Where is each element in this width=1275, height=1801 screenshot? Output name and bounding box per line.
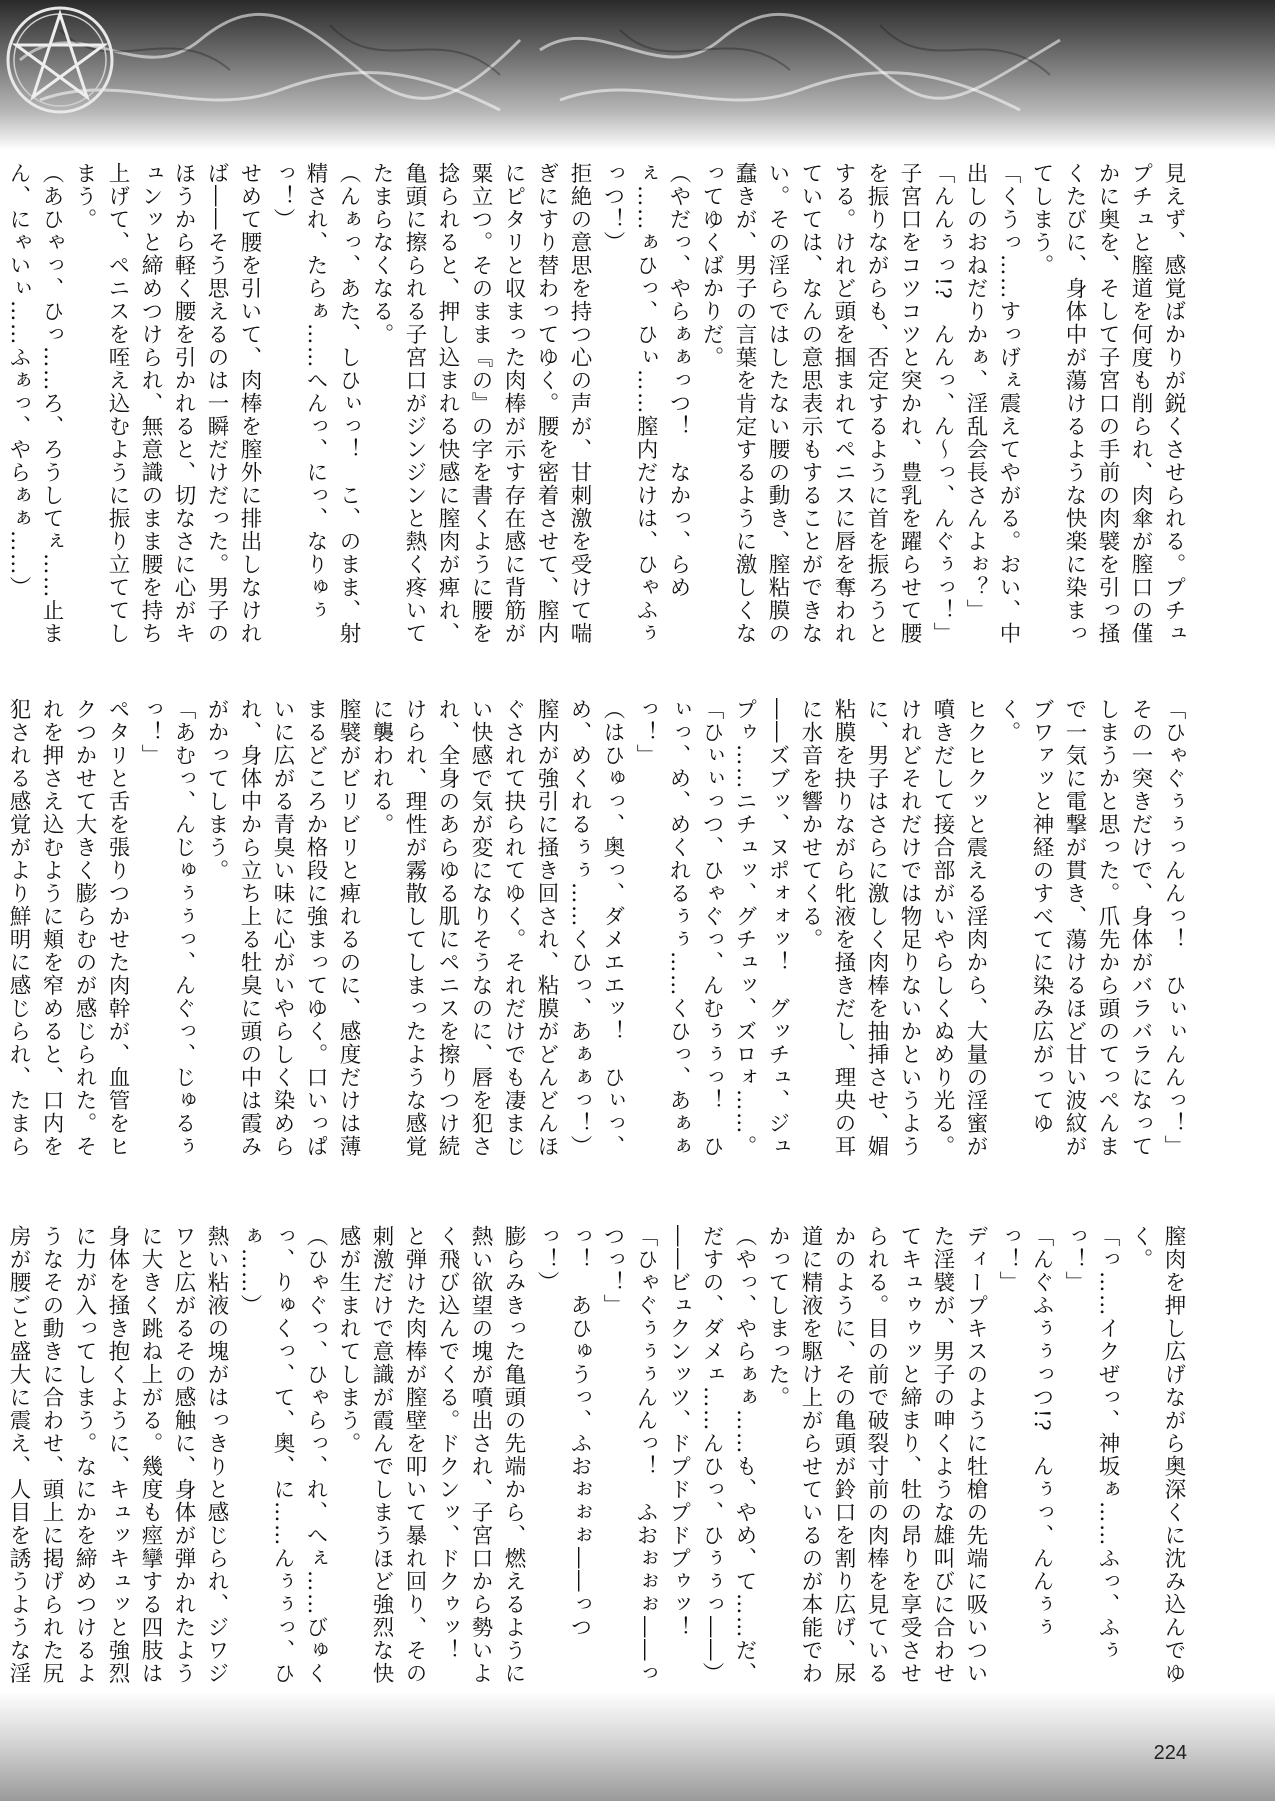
paragraph: 見えず、感覚ばかりが鋭くさせられる。プチュプチュと膣道を何度も削られ、肉傘が膣口の僅かに奥を、そして子宮口の手前の肉襞を引っ掻くたびに、身体中が蕩けるような快楽に染まってしまう。 bbox=[1029, 162, 1186, 645]
paragraph: （ひゃぐっ、ひゃらっ、れ、へぇ……びゅくっ、りゅくっ、て、奥、に……んぅぅっ、ひぁ……） bbox=[237, 1225, 328, 1685]
paragraph: ペタリと舌を張りつかせた肉幹が、血管をヒクつかせて大きく膨らむのが感じられた。それを押さえ込むように頬を窄めると、口内を犯される感覚がより鮮明に感じられ、たまら bbox=[6, 698, 130, 1158]
calligraphy-ornament bbox=[0, 0, 1275, 150]
paragraph: せめて腰を引いて、肉棒を膣外に排出しなければ――そう思えるのは一瞬だけだった。男子のほうから軽く腰を引かれると、切なさに心がキュンッと締めつけられ、無意識のまま腰を持ち上げて、ペニスを咥え込むように振り立ててしまう。 bbox=[72, 162, 262, 645]
paragraph: 「ひぃぃっつ、ひゃぐっ、んむぅぅっ！ ひぃっ、め、めくれるぅぅ……くひっ、あぁぁっ！」 bbox=[633, 698, 724, 1158]
paragraph: ――ビュクンッツ、ドプドプドプゥッ！ bbox=[666, 1225, 691, 1639]
text-tier-1 bbox=[6, 162, 1190, 648]
paragraph: 「ひゃぐぅぅぅんんっ！ ふおぉぉぉ――っつっ！」 bbox=[600, 1225, 658, 1685]
paragraph: 「くうっ……すっげぇ震えてやがる。おい、中出しのおねだりかぁ、淫乱会長さんよぉ？」 bbox=[963, 162, 1021, 645]
paragraph: 膨らみきった亀頭の先端から、燃えるように熱い欲望の塊が噴出され、子宮口から勢いよく飛び込んでくる。ドクンッ、ドクゥッ！ と弾けた肉棒が膣壁を叩いて暴れ回り、その刺激だけで意識が霞んでしまうほど強烈な快感が生まれてしまう。 bbox=[336, 1225, 526, 1685]
paragraph: （やだっ、やらぁぁっつ！ なかっ、らめぇ……ぁひっ、ひぃ……膣内だけは、ひゃふぅっつ！） bbox=[600, 162, 691, 645]
paragraph: （んぁっ、あた、しひぃっ！ こ、のまま、射精され、たらぁ……へんっ、にっ、なりゅぅっ！） bbox=[270, 162, 361, 645]
paragraph: 拒絶の意思を持つ心の声が、甘刺激を受けて喘ぎにすり替わってゆく。腰を密着させて、膣内にピタリと収まった肉棒が示す存在感に背筋が粟立つ。そのまま『の』の字を書くように腰を捻られると、押し込まれる快感に膣肉が痺れ、亀頭に擦られる子宮口がジンジンと熱く疼いてたまらなくなる。 bbox=[369, 162, 592, 645]
paragraph: （あひゃっ、ひっ……ろ、ろうしてぇ……止まん、にゃいぃ……ふぁっ、やらぁぁ……） bbox=[6, 162, 64, 645]
paragraph: ――ズブッ、ヌポォォッ！ グッチュ、ジュプゥ……ニチュッ、グチュッ、ズロォ……。 bbox=[732, 698, 790, 1158]
paragraph: 「んぐふぅぅっつ!? んぅっ、んんぅぅっ！」 bbox=[996, 1225, 1054, 1640]
paragraph: 膣肉を押し広げながら奥深くに沈み込んでゆく。 bbox=[1128, 1225, 1186, 1685]
paragraph: 「っ……イクぜっ、神坂ぁ……ふっ、ふぅっ！」 bbox=[1062, 1225, 1120, 1662]
paragraph: （やっ、やらぁぁ……も、やめ、て……だ、だすの、ダメェ……んひっ、ひぅぅっ――） bbox=[699, 1225, 757, 1685]
header-decoration bbox=[0, 0, 1275, 150]
paragraph: ヒクヒクッと震える淫肉から、大量の淫蜜が噴きだして接合部がいやらしくぬめり光る。けれどそれだけでは物足りないかというように、男子はさらに激しく肉棒を抽挿させ、媚粘膜を抉りながら牝液を掻きだし、理央の耳に水音を響かせてくる。 bbox=[798, 698, 988, 1158]
paragraph: その一突きだけで、身体がバラバラになってしまうかと思った。爪先から頭のてっぺんまで一気に電撃が貫き、蕩けるほど甘い波紋がブワァッと神経のすべてに染み広がってゆく。 bbox=[996, 698, 1153, 1158]
paragraph: っ！ あひゅうっ、ふおぉぉぉ――っつっ！） bbox=[534, 1225, 592, 1639]
paragraph: （はひゅっ、奥っ、ダメエエッ！ ひぃっ、め、めくれるぅぅ……くひっ、あぁぁっ！） bbox=[567, 698, 625, 1158]
paragraph bbox=[0, 162, 2, 648]
paragraph: 膣襞がビリビリと痺れるのに、感度だけは薄まるどころか格段に強まってゆく。口いっぱいに広がる青臭い味に心がいやらしく染められ、身体中から立ち上る牡臭に頭の中は霞みがかってしまう。 bbox=[204, 698, 361, 1158]
text-tier-2 bbox=[6, 698, 1190, 1178]
page-number: 224 bbox=[1153, 1742, 1187, 1764]
paragraph: 「ひゃぐぅぅっんんっ！ ひぃぃんんっ！」 bbox=[1161, 698, 1186, 1158]
pentagram-icon bbox=[0, 0, 120, 120]
paragraph: 熱い粘液の塊がはっきりと感じられ、ジワジワと広がるその感触に、身体が弾かれたように大きく跳ね上がる。幾度も痙攣する四肢は身体を掻き抱くように、キュッキュッと強烈に力が入ってしまう。なにかを締めつけるようなその動きに合わせ、頭上に掲げられた尻房が腰ごと盛大に震え、人目を誘うような淫 bbox=[6, 1225, 229, 1685]
paragraph: 子宮口をコツコツと突かれ、豊乳を躍らせて腰を振りながらも、否定するように首を振ろうとする。けれど頭を掴まれてペニスに唇を奪われていては、なんの意思表示もすることができない。その淫らではしたない腰の動き、膣粘膜の蠢きが、男子の言葉を肯定するように激しくなってゆくばかりだ。 bbox=[699, 162, 922, 645]
paragraph: 「あむっ、んじゅぅぅっ、んぐっ、じゅるぅっ！」 bbox=[138, 698, 196, 1158]
paragraph: 膣内が強引に掻き回され、粘膜がどんどんほぐされて抉られてゆく。それだけでも凄まじい快感で気が変になりそうなのに、唇を犯され、全身のあらゆる肌にペニスを擦りつけ続けられ、理性が霧散してしまったような感覚に襲われる。 bbox=[369, 698, 559, 1158]
footer-decoration bbox=[0, 1691, 1275, 1801]
text-tier-3 bbox=[6, 1225, 1190, 1690]
paragraph: ディープキスのように牡槍の先端に吸いついた淫襞が、男子の呻くような雄叫びに合わせてキュゥゥッと締まり、牡の昂りを享受させられる。目の前で破裂寸前の肉棒を見ているかのように、その亀頭が鈴口を割り広げ、尿道に精液を駆け上がらせているのが本能でわかってしまった。 bbox=[765, 1225, 988, 1685]
paragraph: 「んんぅっ!? んんっ、ん～っ、んぐぅっ！」 bbox=[930, 162, 955, 646]
